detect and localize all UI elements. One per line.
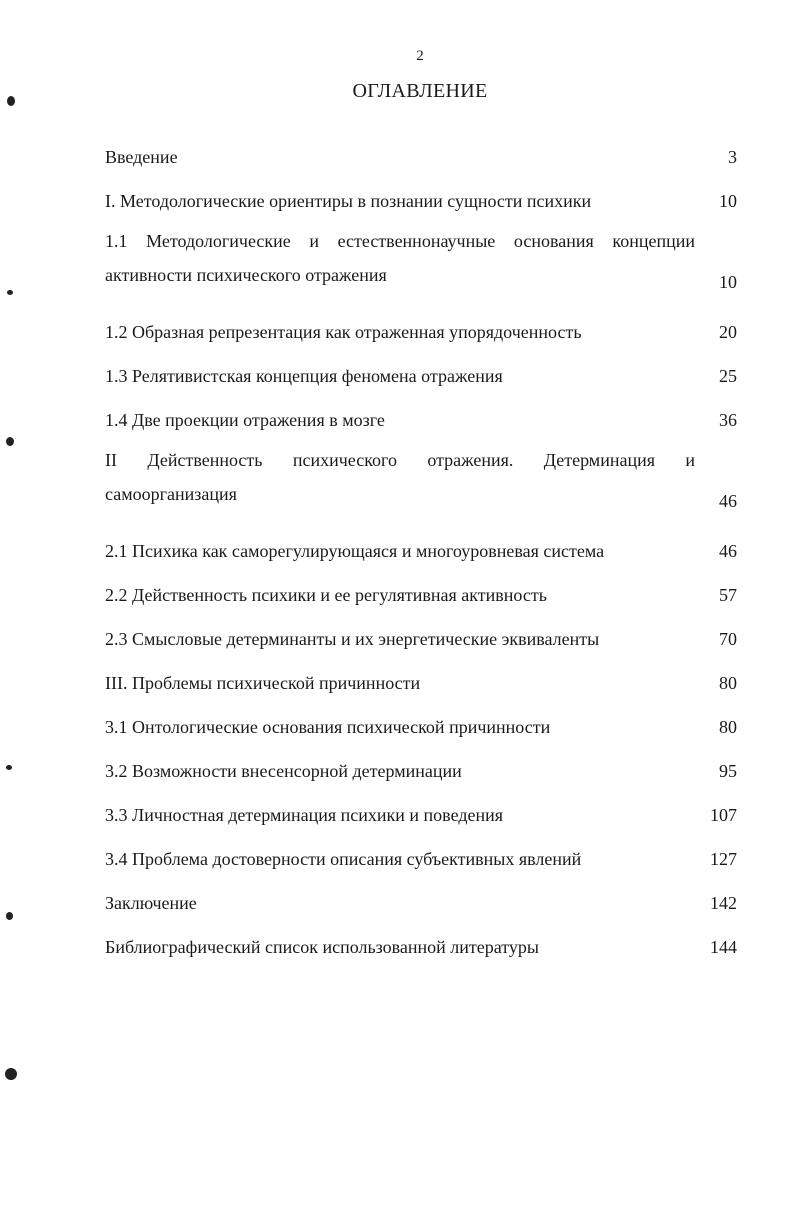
toc-entry-page: 10 <box>719 191 737 211</box>
toc-entry-title: 3.3 Личностная детерминация психики и поведения <box>105 805 504 825</box>
toc-entry-page: 25 <box>719 366 737 386</box>
toc-entry-title-line1: II Действенность психического отражения. Детерминация и <box>105 450 695 470</box>
toc-entry-title-line1: 1.1 Методологические и естественнонаучные основания концепции <box>105 231 695 251</box>
toc-entry-page: 127 <box>710 849 737 869</box>
scan-mark <box>6 912 13 920</box>
toc-entry-title: 2.3 Смысловые детерминанты и их энергетические эквиваленты <box>105 629 600 649</box>
toc-entry-page: 142 <box>710 893 737 913</box>
toc-entry-title: Библиографический список использованной литературы <box>105 937 540 957</box>
toc-entry-title-line2: самоорганизация <box>105 484 237 504</box>
toc-entry-title: III. Проблемы психической причинности <box>105 673 421 693</box>
toc-entry-page: 3 <box>728 147 737 167</box>
toc-entry-title: 1.3 Релятивистская концепция феномена отражения <box>105 366 503 386</box>
toc-entry-page: 46 <box>719 541 737 561</box>
toc-entry[interactable] <box>105 842 737 886</box>
scan-mark <box>7 290 13 295</box>
toc-entry[interactable] <box>105 447 737 534</box>
toc-entry-title: 3.2 Возможности внесенсорной детерминации <box>105 761 462 781</box>
toc-entry[interactable] <box>105 930 737 974</box>
toc-entry-title: 3.1 Онтологические основания психической причинности <box>105 717 551 737</box>
toc-entry-title: 2.1 Психика как саморегулирующаяся и многоуровневая система <box>105 541 605 561</box>
scan-mark <box>6 765 12 770</box>
toc-entry-title: Введение <box>105 147 178 167</box>
toc-entry[interactable] <box>105 710 737 754</box>
toc-entry-title-line2: активности психического отражения <box>105 265 387 285</box>
toc-entry-page: 57 <box>719 585 737 605</box>
toc-entry-page: 36 <box>719 410 737 430</box>
toc-entry-page: 46 <box>719 491 737 511</box>
scan-mark <box>7 96 15 106</box>
toc-entry[interactable] <box>105 359 737 403</box>
toc-entry-page: 107 <box>710 805 737 825</box>
toc-entry-page: 80 <box>719 673 737 693</box>
toc-entry-title: 1.2 Образная репрезентация как отраженная упорядоченность <box>105 322 582 342</box>
toc-entry-page: 10 <box>719 272 737 292</box>
page-number: 2 <box>416 48 424 64</box>
page-title: ОГЛАВЛЕНИЕ <box>352 80 488 102</box>
toc-entry[interactable] <box>105 622 737 666</box>
toc-entry[interactable] <box>105 578 737 622</box>
toc-entry-page: 80 <box>719 717 737 737</box>
toc-entry-title: 1.4 Две проекции отражения в мозге <box>105 410 385 430</box>
toc-entry[interactable] <box>105 886 737 930</box>
toc-entry[interactable] <box>105 315 737 359</box>
toc-entry-title: 3.4 Проблема достоверности описания субъективных явлений <box>105 849 582 869</box>
toc-entry-page: 20 <box>719 322 737 342</box>
toc-entry[interactable] <box>105 754 737 798</box>
toc-entry[interactable] <box>105 666 737 710</box>
toc-entry-title: Заключение <box>105 893 197 913</box>
toc-entry[interactable] <box>105 228 737 315</box>
toc-entry[interactable] <box>105 140 737 184</box>
toc-entry-title: I. Методологические ориентиры в познании сущности психики <box>105 191 592 211</box>
scan-mark <box>6 437 14 446</box>
toc-entry-title: 2.2 Действенность психики и ее регулятивная активность <box>105 585 547 605</box>
table-of-contents <box>105 140 737 974</box>
toc-entry-page: 144 <box>710 937 737 957</box>
toc-entry-page: 70 <box>719 629 737 649</box>
toc-entry[interactable] <box>105 403 737 447</box>
toc-entry-page: 95 <box>719 761 737 781</box>
scan-mark <box>5 1068 17 1080</box>
toc-entry[interactable] <box>105 798 737 842</box>
toc-entry[interactable] <box>105 534 737 578</box>
toc-entry[interactable] <box>105 184 737 228</box>
